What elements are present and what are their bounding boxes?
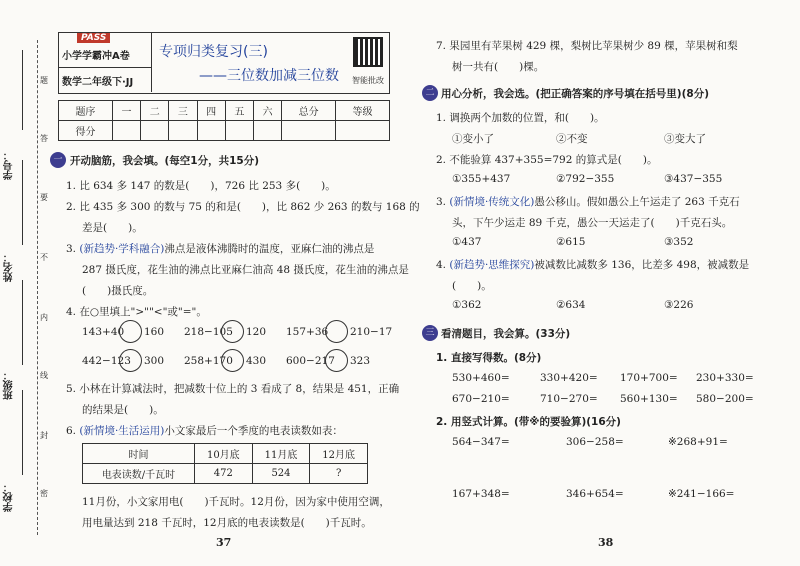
grade-label: 数学二年级下·JJ	[62, 77, 134, 88]
section-3-title: 看清题目，我会算。(33分)	[441, 328, 571, 340]
class-write-line	[22, 280, 23, 365]
score-table	[58, 100, 390, 141]
choice-question-3-cont: 头，下午少运走 89 千克，愚公一天运走了( )千克石头。	[452, 217, 733, 229]
score-cell[interactable]	[282, 121, 336, 141]
question-6: 6. (新情境·生活运用)小文家最后一个季度的电表读数如表：	[66, 425, 343, 437]
choice-option[interactable]: ②792−355	[556, 173, 615, 185]
vertical-problem: 346+654=	[566, 488, 624, 500]
vertical-problem: ※241−166=	[668, 488, 735, 500]
compare-circle[interactable]	[325, 320, 348, 343]
compare-left: 600−217	[286, 355, 335, 367]
vertical-problem: 306−258=	[566, 436, 624, 448]
score-cell[interactable]	[112, 121, 140, 141]
oral-problem: 560+130=	[620, 393, 678, 405]
score-header-cell: 二	[141, 101, 169, 121]
choice-option[interactable]: ②615	[556, 236, 586, 248]
compare-left: 157+36	[286, 326, 329, 338]
score-header-cell: 四	[197, 101, 225, 121]
vertical-problem: 564−347=	[452, 436, 510, 448]
question-6-text: 小文家最后一个季度的电表读数如表：	[164, 425, 343, 437]
brand-logo: PASS	[77, 33, 110, 43]
seal-char: 不	[40, 253, 48, 262]
choice-question-1: 1. 调换两个加数的位置，和( )。	[436, 112, 605, 124]
question-3-cont: 287 摄氏度，花生油的沸点比亚麻仁油高 48 摄氏度，花生油的沸点是	[82, 264, 409, 276]
compare-right: 210−17	[350, 326, 393, 338]
score-cell[interactable]	[197, 121, 225, 141]
question-tag: (新趋势·思维探究)	[449, 259, 535, 271]
compare-right: 160	[144, 326, 165, 338]
oral-problem: 530+460=	[452, 372, 510, 384]
compare-circle[interactable]	[221, 349, 244, 372]
seal-char: 答	[40, 134, 48, 143]
score-header-cell: 总分	[282, 101, 336, 121]
qr-label: 智能批改	[352, 76, 384, 85]
oral-problem: 670−210=	[452, 393, 510, 405]
meter-value: 472	[195, 464, 253, 484]
oral-problem: 230+330=	[696, 372, 754, 384]
seal-char: 题	[40, 76, 48, 85]
question-1: 1. 比 634 多 147 的数是( )，726 比 253 多( )。	[66, 180, 336, 192]
compare-circle[interactable]	[221, 320, 244, 343]
score-cell[interactable]	[253, 121, 281, 141]
oral-problem: 580−200=	[696, 393, 754, 405]
question-2-cont: 差是( )。	[82, 222, 143, 234]
class-label: 班级：	[4, 370, 15, 400]
question-3-cont: ( )摄氏度。	[82, 285, 154, 297]
binding-margin	[0, 30, 55, 550]
seal-char: 线	[40, 371, 48, 380]
qr-code	[353, 37, 383, 67]
calc-part-2: 2. 用竖式计算。(带※的要验算)(16分)	[436, 416, 621, 428]
seal-line	[37, 40, 38, 535]
compare-right: 430	[246, 355, 267, 367]
choice-option[interactable]: ③变大了	[664, 133, 706, 145]
compare-left: 258+170	[184, 355, 233, 367]
choice-option[interactable]: ②不变	[556, 133, 588, 145]
compare-left: 143+40	[82, 326, 125, 338]
choice-option[interactable]: ③352	[664, 236, 694, 248]
seal-char: 密	[40, 489, 48, 498]
meter-header: 10月底	[195, 444, 253, 464]
oral-problem: 170+700=	[620, 372, 678, 384]
section-2-title: 用心分析，我会选。(把正确答案的序号填在括号里)(8分)	[441, 88, 710, 100]
question-6-cont: 用电量达到 218 千瓦时，12月底的电表读数是( )千瓦时。	[82, 517, 372, 529]
choice-question-3-text: 愚公移山。假如愚公上午运走了 263 千克石	[534, 196, 740, 208]
question-6-cont: 11月份，小文家用电( )千瓦时。12月份，因为家中使用空调，	[82, 496, 390, 508]
section-number-badge: 三	[422, 325, 438, 341]
question-7: 7. 果园里有苹果树 429 棵，梨树比苹果树少 89 棵，苹果树和梨	[436, 40, 738, 52]
score-header-cell: 题序	[59, 101, 113, 121]
compare-circle[interactable]	[119, 349, 142, 372]
score-row-label: 得分	[59, 121, 113, 141]
name-write-line	[22, 160, 23, 245]
question-5: 5. 小林在计算减法时，把减数十位上的 3 看成了 8，结果是 451，正确	[66, 383, 400, 395]
choice-question-2: 2. 不能验算 437+355=792 的算式是( )。	[436, 154, 658, 166]
calc-part-1: 1. 直接写得数。(8分)	[436, 352, 542, 364]
compare-right: 120	[246, 326, 267, 338]
question-tag: (新趋势·学科融合)	[79, 243, 165, 255]
section-number-badge: 二	[422, 85, 438, 101]
question-tag: (新情境·传统文化)	[449, 196, 535, 208]
student-id-label: 学号：	[4, 150, 15, 180]
vertical-problem: ※268+91=	[668, 436, 728, 448]
school-label: 学校：	[4, 482, 15, 512]
compare-left: 218−105	[184, 326, 233, 338]
question-2: 2. 比 435 多 300 的数与 75 的和是( )，比 862 少 263 的数与 168 的	[66, 201, 420, 213]
question-5-cont: 的结果是( )。	[82, 404, 164, 416]
choice-option[interactable]: ①437	[452, 236, 482, 248]
score-cell[interactable]	[336, 121, 390, 141]
score-header-cell: 六	[253, 101, 281, 121]
section-1-title: 开动脑筋，我会填。(每空1分，共15分)	[70, 155, 260, 167]
choice-question-4-text: 被减数比减数多 136，比差多 498，被减数是	[534, 259, 750, 271]
meter-row-label: 电表读数/千瓦时	[83, 464, 195, 484]
choice-question-4: 4. (新趋势·思维探究)被减数比减数多 136，比差多 498，被减数是	[436, 259, 750, 271]
choice-option[interactable]: ③226	[664, 299, 694, 311]
series-name: 小学学霸冲A卷	[62, 51, 130, 62]
meter-value: ?	[310, 464, 368, 484]
choice-option[interactable]: ①变小了	[452, 133, 494, 145]
meter-header: 时间	[83, 444, 195, 464]
score-header-cell: 三	[169, 101, 197, 121]
score-header-cell: 五	[225, 101, 253, 121]
score-header-cell: 一	[112, 101, 140, 121]
compare-right: 323	[350, 355, 371, 367]
question-3: 3. (新趋势·学科融合)沸点是液体沸腾时的温度，亚麻仁油的沸点是	[66, 243, 375, 255]
page-number-right: 38	[598, 536, 614, 549]
page-number-left: 37	[216, 536, 232, 549]
meter-header: 12月底	[310, 444, 368, 464]
meter-table	[82, 443, 368, 484]
choice-question-4-cont: ( )。	[452, 280, 492, 292]
school-write-line	[22, 390, 23, 475]
choice-option[interactable]: ③437−355	[664, 173, 723, 185]
meter-header: 11月底	[252, 444, 310, 464]
section-number-badge: 一	[50, 152, 66, 168]
header-divider	[151, 33, 152, 92]
question-3-text: 沸点是液体沸腾时的温度，亚麻仁油的沸点是	[164, 243, 375, 255]
compare-left: 442−123	[82, 355, 131, 367]
header-divider	[59, 67, 151, 68]
page-title: 专项归类复习(三)	[159, 44, 268, 60]
meter-value: 524	[252, 464, 310, 484]
question-4: 4. 在○里填上">""<"或"="。	[66, 306, 207, 318]
score-cell[interactable]	[225, 121, 253, 141]
compare-circle[interactable]	[325, 349, 348, 372]
name-label: 姓名：	[4, 252, 15, 282]
seal-char: 封	[40, 431, 48, 440]
choice-option[interactable]: ②634	[556, 299, 586, 311]
choice-option[interactable]: ①355+437	[452, 173, 511, 185]
choice-option[interactable]: ①362	[452, 299, 482, 311]
question-7-cont: 树一共有( )棵。	[452, 61, 545, 73]
oral-problem: 330+420=	[540, 372, 598, 384]
score-cell[interactable]	[141, 121, 169, 141]
choice-question-3: 3. (新情境·传统文化)愚公移山。假如愚公上午运走了 263 千克石	[436, 196, 740, 208]
page-subtitle: ——三位数加减三位数	[199, 68, 339, 84]
score-header-cell: 等级	[336, 101, 390, 121]
seal-char: 内	[40, 313, 48, 322]
vertical-problem: 167+348=	[452, 488, 510, 500]
compare-circle[interactable]	[119, 320, 142, 343]
id-write-line	[22, 50, 23, 130]
question-tag: (新情境·生活运用)	[79, 425, 165, 437]
seal-char: 要	[40, 193, 48, 202]
header-box	[58, 32, 390, 94]
score-cell[interactable]	[169, 121, 197, 141]
oral-problem: 710−270=	[540, 393, 598, 405]
compare-right: 300	[144, 355, 165, 367]
